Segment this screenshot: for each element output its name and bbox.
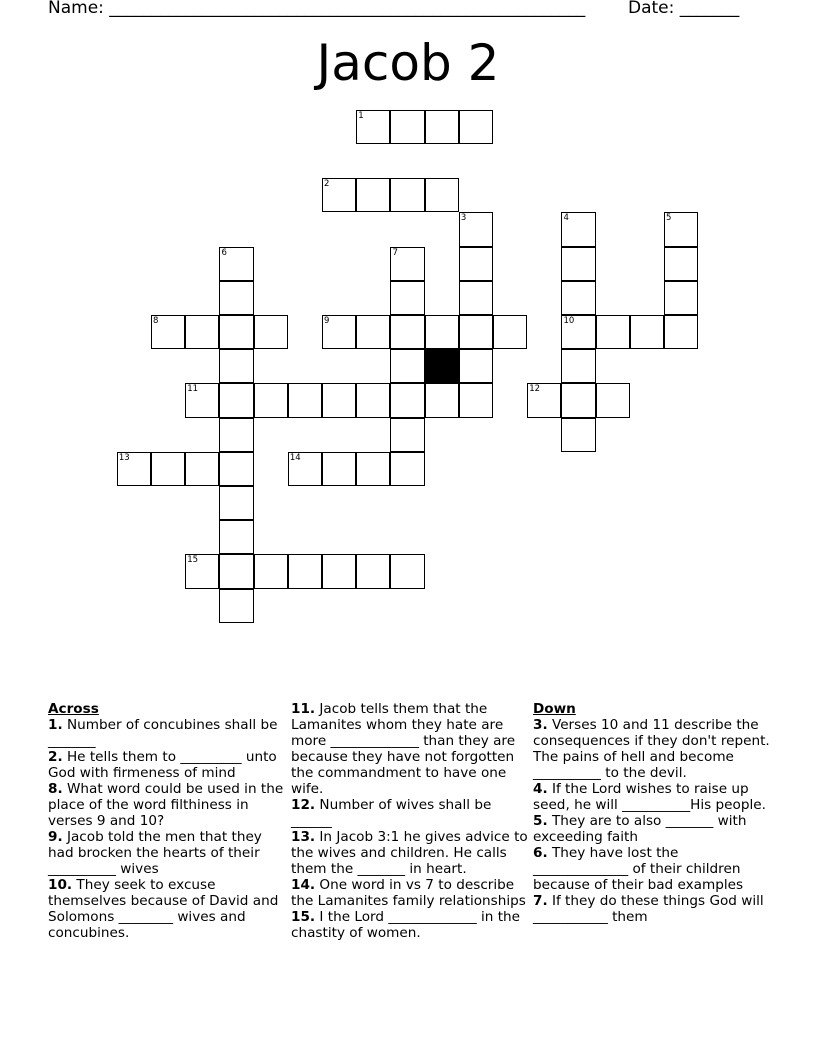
clue-number: 7 [392,247,398,258]
page-title: Jacob 2 [316,34,500,92]
grid-cell[interactable] [322,315,356,349]
clue-text: They are to also _______ with exceeding faith [533,813,747,845]
clue-text: One word in vs 7 to describe the Lamanites family relationships [291,877,526,909]
across-clue [48,749,288,781]
grid-cell[interactable] [356,383,390,417]
grid-cell[interactable] [288,554,322,588]
across-clue [291,909,531,941]
clue-text: They have lost the ______________ of their children because of their bad examples [533,845,744,893]
clue-number: 15 [187,555,199,566]
grid-cell[interactable] [459,315,493,349]
clue-number: 1 [358,110,364,121]
date-field-label[interactable]: Date: _______ [628,0,740,18]
grid-cell[interactable] [288,383,322,417]
clue-number: 8. [48,781,63,797]
grid-cell[interactable] [561,383,595,417]
clue-text: What word could be used in the place of the word filthiness in verses 9 and 10? [48,781,284,829]
clue-number: 4. [533,781,548,797]
clue-number: 10. [48,877,73,893]
grid-cell[interactable] [459,383,493,417]
clue-number: 3. [533,717,548,733]
clue-number: 11. [291,701,316,717]
grid-cell[interactable] [561,212,595,246]
clue-number: 11 [187,384,199,395]
clue-number: 4 [563,213,569,224]
grid-cell[interactable] [288,452,322,486]
across-clue [291,829,531,877]
grid-cell[interactable] [390,281,424,315]
clue-text: Jacob tells them that the Lamanites whom they hate are more _____________ than they are because they have not forgotten the commandment to have one wife. [291,701,516,797]
grid-cell[interactable] [185,383,219,417]
down-heading: Down [533,701,576,717]
grid-cell[interactable] [459,110,493,144]
grid-cell[interactable] [219,520,253,554]
grid-cell[interactable] [219,589,253,623]
grid-cell[interactable] [425,315,459,349]
grid-cell[interactable] [185,452,219,486]
grid-cell[interactable] [390,247,424,281]
across-clue [291,701,531,797]
clue-number: 13 [118,452,130,463]
clue-number: 7. [533,893,548,909]
down-clue [533,893,773,925]
clue-number: 10 [563,316,575,327]
clue-number: 6 [221,247,227,258]
clue-text: If they do these things God will ___________ them [533,893,764,925]
clue-number: 12. [291,797,316,813]
grid-cell[interactable] [219,554,253,588]
grid-cell[interactable] [425,383,459,417]
across-clue [48,717,288,749]
down-clue [533,813,773,845]
grid-cell[interactable] [390,349,424,383]
clue-number: 1. [48,717,63,733]
clue-number: 9. [48,829,63,845]
clue-number: 2. [48,749,63,765]
clue-number: 13. [291,829,316,845]
grid-cell[interactable] [117,452,151,486]
grid-cell[interactable] [390,452,424,486]
grid-cell[interactable] [219,383,253,417]
grid-cell[interactable] [390,554,424,588]
clue-text: They seek to excuse themselves because of David and Solomons ________ wives and concubines. [48,877,279,941]
grid-cell[interactable] [425,178,459,212]
clue-text: Number of wives shall be ______ [291,797,492,829]
grid-cell[interactable] [459,212,493,246]
grid-cell[interactable] [664,212,698,246]
clue-number: 5. [533,813,548,829]
across-clue [291,797,531,829]
grid-cell[interactable] [561,281,595,315]
grid-cell[interactable] [390,383,424,417]
grid-cell[interactable] [322,452,356,486]
grid-cell[interactable] [185,554,219,588]
clue-text: Verses 10 and 11 describe the consequences if they don't repent. The pains of hell and become __________ to the devil. [533,717,770,781]
grid-cell[interactable] [322,383,356,417]
clue-number: 14 [289,452,301,463]
name-field-label[interactable]: Name: ________________________________________________________ [48,0,586,18]
clue-number: 12 [529,384,541,395]
grid-block [425,349,459,383]
clue-number: 8 [153,316,159,327]
grid-cell[interactable] [664,247,698,281]
grid-cell[interactable] [390,110,424,144]
grid-cell[interactable] [219,281,253,315]
grid-cell[interactable] [561,247,595,281]
grid-cell[interactable] [356,452,390,486]
grid-cell[interactable] [561,349,595,383]
grid-cell[interactable] [630,315,664,349]
grid-cell[interactable] [561,418,595,452]
grid-cell[interactable] [151,315,185,349]
across-clues-col1 [48,701,288,941]
grid-cell[interactable] [596,383,630,417]
clue-text: Jacob told the men that they had brocken the hearts of their __________ wives [48,829,262,877]
grid-cell[interactable] [459,281,493,315]
across-clue [48,877,288,941]
clue-number: 14. [291,877,316,893]
clue-text: I the Lord _____________ in the chastity of women. [291,909,521,941]
grid-cell[interactable] [322,178,356,212]
clue-number: 6. [533,845,548,861]
grid-cell[interactable] [390,418,424,452]
across-clue [291,877,531,909]
grid-cell[interactable] [527,383,561,417]
clue-text: Number of concubines shall be _______ [48,717,278,749]
grid-cell[interactable] [493,315,527,349]
grid-cell[interactable] [390,315,424,349]
grid-cell[interactable] [254,383,288,417]
grid-cell[interactable] [664,281,698,315]
down-clue [533,781,773,813]
clue-text: In Jacob 3:1 he gives advice to the wives and children. He calls them the _______ in heart. [291,829,528,877]
grid-cell[interactable] [356,554,390,588]
grid-cell[interactable] [459,247,493,281]
grid-cell[interactable] [254,554,288,588]
grid-cell[interactable] [596,315,630,349]
down-clue [533,717,773,781]
clue-number: 3 [460,213,467,224]
clue-text: He tells them to _________ unto God with firmeness of mind [48,749,277,781]
grid-cell[interactable] [219,247,253,281]
across-heading: Across [48,701,99,717]
grid-cell[interactable] [219,486,253,520]
grid-cell[interactable] [219,452,253,486]
across-clue [48,829,288,877]
clue-number: 5 [666,213,672,224]
clue-number: 15. [291,909,316,925]
grid-cell[interactable] [254,315,288,349]
grid-cell[interactable] [322,554,356,588]
grid-cell[interactable] [390,178,424,212]
down-clues-col [533,701,773,925]
grid-cell[interactable] [356,110,390,144]
grid-cell[interactable] [219,315,253,349]
across-clues-col2 [291,701,531,941]
grid-cell[interactable] [561,315,595,349]
grid-cell[interactable] [356,178,390,212]
clue-text: If the Lord wishes to raise up seed, he will __________His people. [533,781,766,813]
clue-number: 2 [324,179,330,190]
grid-cell[interactable] [185,315,219,349]
grid-cell[interactable] [219,349,253,383]
clue-number: 9 [324,316,330,327]
grid-cell[interactable] [664,315,698,349]
grid-cell[interactable] [151,452,185,486]
grid-cell[interactable] [459,349,493,383]
grid-cell[interactable] [356,315,390,349]
down-clue [533,845,773,893]
across-clue [48,781,288,829]
grid-cell[interactable] [425,110,459,144]
grid-cell[interactable] [219,418,253,452]
